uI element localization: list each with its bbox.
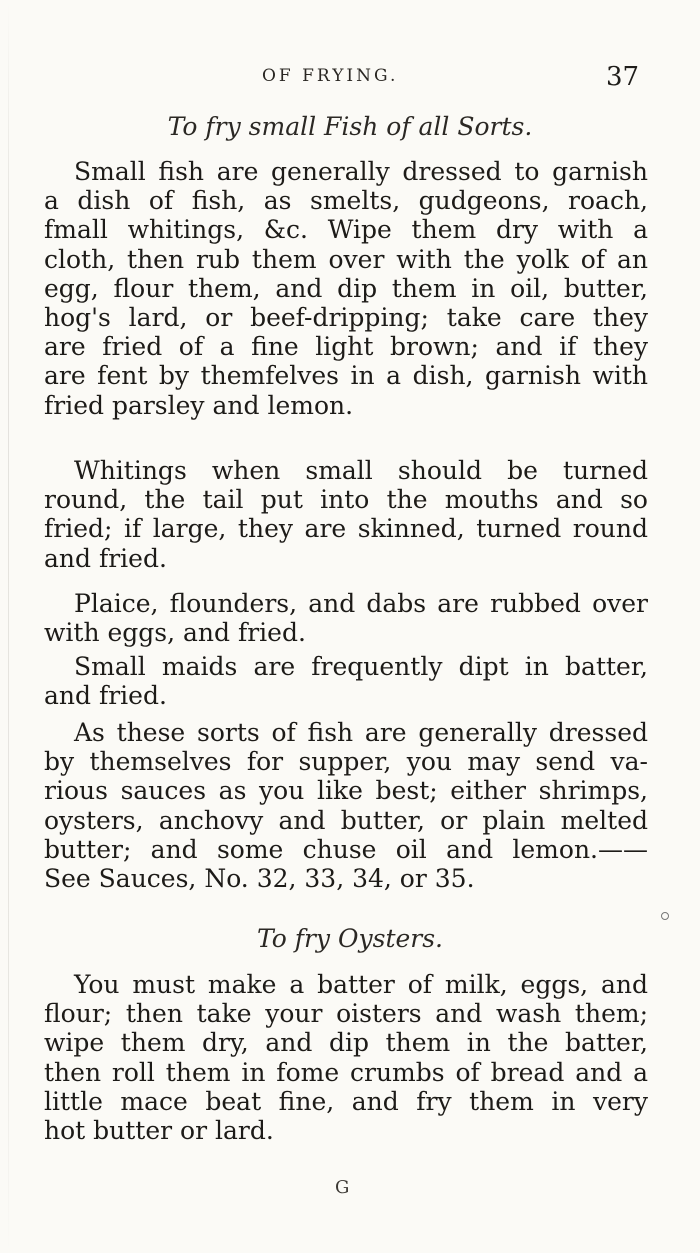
text-line: little mace beat fine, and fry them in very: [44, 1086, 648, 1116]
text-line: egg, flour them, and dip them in oil, butter,: [44, 273, 648, 303]
text-line: Whitings when small should be turned: [74, 456, 648, 485]
section-heading-oysters: To fry Oysters.: [256, 924, 444, 953]
text-line: hot butter or lard.: [44, 1115, 274, 1145]
text-line: wipe them dry, and dip them in the batter,: [44, 1028, 648, 1058]
paragraph-plaice: [44, 589, 648, 647]
text-line: by themselves for supper, you may send va-: [44, 747, 648, 777]
text-line: cloth, then rub them over with the yolk of an: [44, 244, 648, 274]
text-line: flour; then take your oisters and wash them;: [44, 999, 648, 1029]
running-title: OF FRYING.: [262, 66, 399, 86]
text-line: and fried.: [44, 543, 167, 573]
section-heading-small-fish: To fry small Fish of all Sorts.: [167, 112, 533, 141]
text-line: fried; if large, they are skinned, turned round: [44, 514, 648, 544]
paragraph-whitings: [44, 456, 648, 573]
text-line: You must make a batter of milk, eggs, and: [74, 970, 648, 999]
running-head: [0, 62, 700, 92]
text-line: round, the tail put into the mouths and so: [44, 485, 648, 515]
page-edge-shadow: [8, 0, 9, 1253]
paragraph-small-fish: [44, 157, 648, 420]
paragraph-sauces: [44, 718, 648, 893]
text-line: See Sauces, No. 32, 33, 34, or 35.: [44, 863, 475, 893]
paragraph-small-maids: [44, 652, 648, 710]
text-line: are fried of a fine light brown; and if they: [44, 332, 648, 362]
text-line: As these sorts of fish are generally dressed: [74, 718, 648, 747]
page-number: 37: [606, 62, 640, 92]
text-line: Small maids are frequently dipt in batter,: [74, 652, 648, 681]
text-line: then roll them in fome crumbs of bread and a: [44, 1057, 648, 1087]
text-line: a dish of fish, as smelts, gudgeons, roach,: [44, 186, 648, 216]
signature-mark: G: [335, 1177, 350, 1198]
text-line: Plaice, flounders, and dabs are rubbed over: [74, 589, 648, 618]
text-line: with eggs, and fried.: [44, 618, 306, 648]
paragraph-oysters: [44, 970, 648, 1145]
text-line: rious sauces as you like best; either shrimps,: [44, 776, 648, 806]
text-line: hog's lard, or beef-dripping; take care they: [44, 302, 648, 332]
text-line: fried parsley and lemon.: [44, 390, 354, 420]
text-line: butter; and some chuse oil and lemon.——: [44, 834, 648, 864]
text-line: are fent by themfelves in a dish, garnish with: [44, 361, 648, 391]
margin-mark: [661, 912, 669, 920]
text-line: oysters, anchovy and butter, or plain melted: [44, 805, 648, 835]
text-line: and fried.: [44, 681, 167, 711]
text-line: fmall whitings, &c. Wipe them dry with a: [44, 215, 648, 245]
text-line: Small fish are generally dressed to garnish: [74, 157, 648, 186]
